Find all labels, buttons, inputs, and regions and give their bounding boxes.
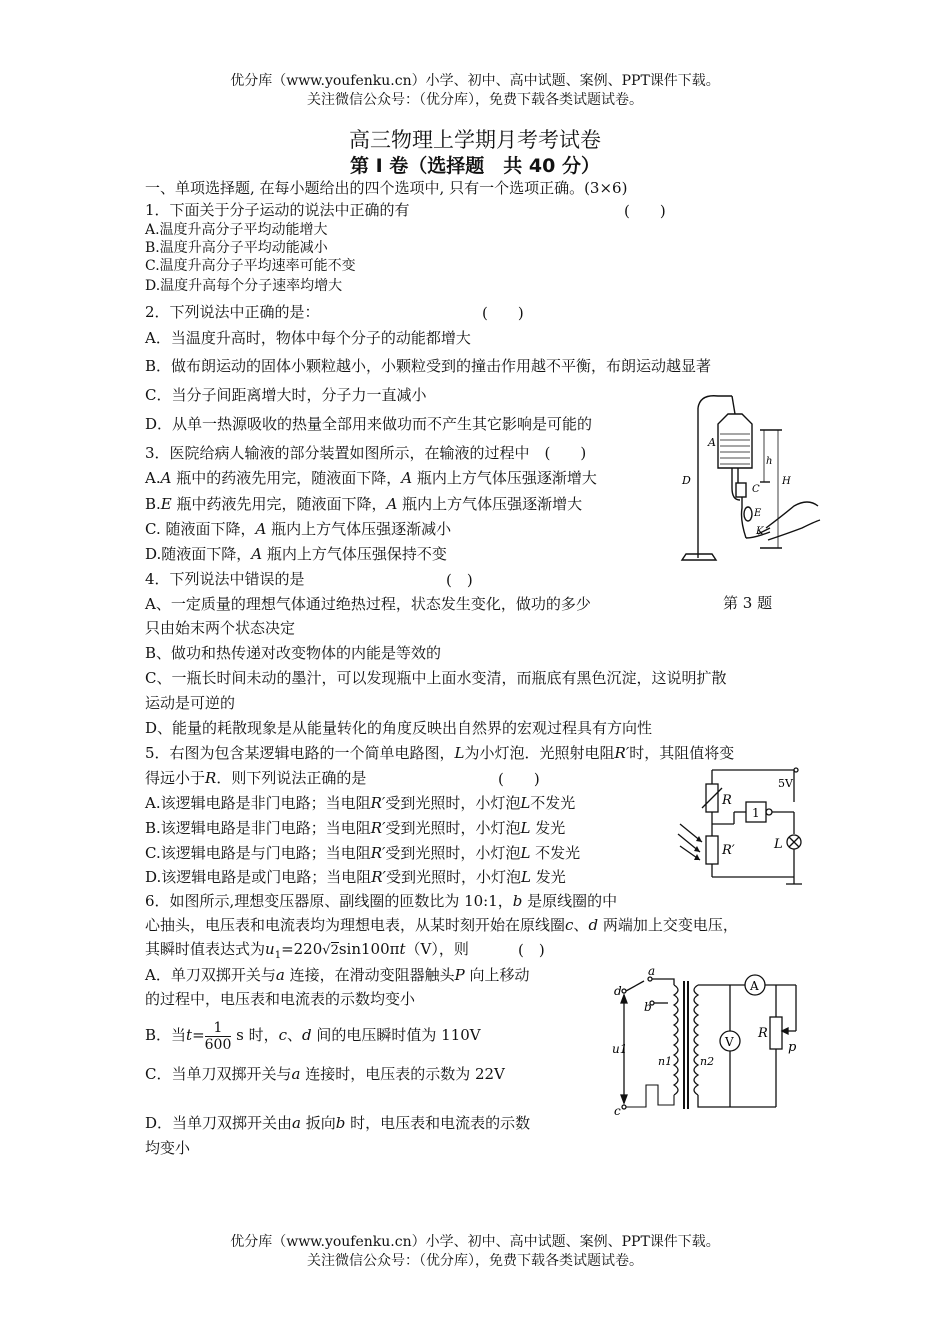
q4-option-c-line2: 运动是可逆的 — [145, 694, 236, 712]
q6-fraction: $\frac{1}{600}$ — [204, 1019, 232, 1053]
q3-option-a: A.A 瓶中的药液先用完，随液面下降，A 瓶内上方气体压强逐渐增大 — [145, 469, 597, 487]
q6-stem-line1: 6．如图所示,理想变压器原、副线圈的匝数比为 10:1，b 是原线圈的中 — [145, 892, 618, 910]
q4-stem: 4．下列说法中错误的是 — [145, 570, 305, 588]
q5-option-a: A.该逻辑电路是非门电路；当电阻R′受到光照时，小灯泡L不发光 — [145, 794, 576, 812]
q6-fig-label-a: a — [648, 965, 656, 978]
q6-fig-label-c: c — [614, 1104, 621, 1117]
page-header-line1: 优分库（www.youfenku.cn）小学、初中、高中试题、案例、PPT课件下载。 — [230, 73, 720, 89]
q3-fig-label-h: h — [766, 456, 773, 467]
q6-option-c: C．当单刀双掷开关与a 连接时，电压表的示数为 22V — [145, 1065, 505, 1083]
q2-answer-paren: ( ) — [482, 304, 524, 322]
q2-stem: 2．下列说法中正确的是： — [145, 303, 320, 321]
q5-stem-line1: 5．右图为包含某逻辑电路的一个简单电路图，L为小灯泡．光照射电阻R′时，其阻值将变 — [145, 744, 735, 762]
q5-stem-line2: 得远小于R．则下列说法正确的是 — [145, 769, 367, 787]
q6-option-b: B．当t= $\frac{1}{600}$ s 时，c、d 间的电压瞬时值为 110V — [145, 1019, 481, 1053]
q5-option-c: C.该逻辑电路是与门电路；当电阻R′受到光照时，小灯泡L 不发光 — [145, 844, 581, 862]
q1-option-b: B.温度升高分子平均动能减小 — [145, 240, 328, 256]
q5-fig-label-lamp: L — [774, 837, 783, 852]
q6-fig-label-n2: n2 — [700, 1055, 715, 1068]
q5-fig-label-rprime: R′ — [722, 843, 735, 858]
q1-option-d: D.温度升高每个分子速率均增大 — [145, 278, 343, 294]
page-header-line2: 关注微信公众号：（优分库），免费下载各类试题试卷。 — [307, 92, 643, 108]
q3-fig-label-k: K — [756, 526, 764, 537]
q5-fig-label-r: R — [722, 793, 732, 808]
q3-figure-caption: 第 3 题 — [723, 594, 773, 612]
q4-answer-paren: ( ) — [446, 571, 473, 589]
q6-fig-label-d: d — [614, 984, 622, 998]
q6-stem-line3: 其瞬时值表达式为$u_1=220√2\sin 100\pi t(V)$，则 — [145, 940, 469, 961]
q5-option-b: B.该逻辑电路是非门电路；当电阻R′受到光照时，小灯泡L 发光 — [145, 819, 566, 837]
q2-option-d: D．从单一热源吸收的热量全部用来做功而不产生其它影响是可能的 — [145, 415, 593, 433]
q2-option-a: A．当温度升高时，物体中每个分子的动能都增大 — [145, 329, 471, 347]
page-footer-line1: 优分库（www.youfenku.cn）小学、初中、高中试题、案例、PPT课件下载。 — [230, 1234, 720, 1250]
q6-fig-label-ammeter: A — [750, 979, 759, 993]
q5-fig-label-voltage: 5V — [778, 777, 793, 790]
section-heading: 一、单项选择题, 在每小题给出的四个选项中, 只有一个选项正确。(3×6) — [145, 179, 628, 197]
q3-option-b: B.E 瓶中药液先用完，随液面下降，A 瓶内上方气体压强逐渐增大 — [145, 495, 583, 513]
q3-fig-label-a: A — [708, 436, 716, 449]
q3-fig-label-e: E — [754, 508, 762, 519]
q3-stem: 3．医院给病人输液的部分装置如图所示，在输液的过程中 ( ) — [145, 444, 587, 462]
q6-fig-label-u1: u1 — [612, 1042, 628, 1056]
q6-stem-line2: 心抽头，电压表和电流表均为理想电表，从某时刻开始在原线圈c、d 两端加上交变电压， — [145, 916, 738, 934]
q6-option-a-line2: 的过程中，电压表和电流表的示数均变小 — [145, 990, 416, 1008]
q3-option-d: D.随液面下降，A 瓶内上方气体压强保持不变 — [145, 545, 447, 563]
q4-option-a-line2: 只由始末两个状态决定 — [145, 619, 296, 637]
q6-option-d-line1: D．当单刀双掷开关由a 扳向b 时，电压表和电流表的示数 — [145, 1114, 531, 1132]
q6-fig-label-b: b — [644, 1000, 652, 1014]
q6-fig-label-r: R — [758, 1026, 768, 1041]
q6-answer-paren: ( ) — [518, 941, 545, 959]
q3-fig-label-H: H — [782, 476, 791, 487]
q4-option-d: D、能量的耗散现象是从能量转化的角度反映出自然界的宏观过程具有方向性 — [145, 719, 653, 737]
q5-circuit-figure — [668, 762, 818, 897]
page-footer-line2: 关注微信公众号：（优分库），免费下载各类试题试卷。 — [307, 1253, 643, 1269]
q3-fig-label-c: C — [752, 484, 760, 495]
q6-fig-label-n1: n1 — [658, 1055, 673, 1068]
q5-fig-label-gate: 1 — [752, 806, 760, 820]
q2-option-b: B．做布朗运动的固体小颗粒越小，小颗粒受到的撞击作用越不平衡，布朗运动越显著 — [145, 357, 712, 375]
q4-option-a-line1: A、一定质量的理想气体通过绝热过程，状态发生变化，做功的多少 — [145, 595, 591, 613]
q6-fig-label-p: p — [788, 1040, 797, 1055]
q1-option-a: A.温度升高分子平均动能增大 — [145, 222, 328, 238]
q6-fig-label-voltmeter: V — [725, 1035, 734, 1049]
q4-option-c-line1: C、一瓶长时间未动的墨汁，可以发现瓶中上面水变清，而瓶底有黑色沉淀，这说明扩散 — [145, 669, 727, 687]
q3-iv-figure — [670, 388, 830, 573]
q3-fig-label-d: D — [682, 474, 691, 487]
q5-option-d: D.该逻辑电路是或门电路；当电阻R′受到光照时，小灯泡L 发光 — [145, 868, 566, 886]
q3-option-c: C. 随液面下降，A 瓶内上方气体压强逐渐减小 — [145, 520, 452, 538]
q1-stem: 1．下面关于分子运动的说法中正确的有 — [145, 201, 410, 219]
q5-answer-paren: ( ) — [498, 770, 540, 788]
exam-subtitle: 第 I 卷（选择题 共 40 分） — [350, 155, 600, 177]
q1-option-c: C.温度升高分子平均速率可能不变 — [145, 258, 356, 274]
q6-option-a-line1: A．单刀双掷开关与a 连接，在滑动变阻器触头P 向上移动 — [145, 966, 530, 984]
q4-option-b: B、做功和热传递对改变物体的内能是等效的 — [145, 644, 442, 662]
q2-option-c: C．当分子间距离增大时，分子力一直减小 — [145, 386, 427, 404]
exam-title: 高三物理上学期月考考试卷 — [349, 128, 601, 152]
q6-option-d-line2: 均变小 — [145, 1139, 191, 1157]
q1-answer-paren: ( ) — [624, 202, 666, 220]
q6-transformer-figure — [610, 965, 810, 1117]
